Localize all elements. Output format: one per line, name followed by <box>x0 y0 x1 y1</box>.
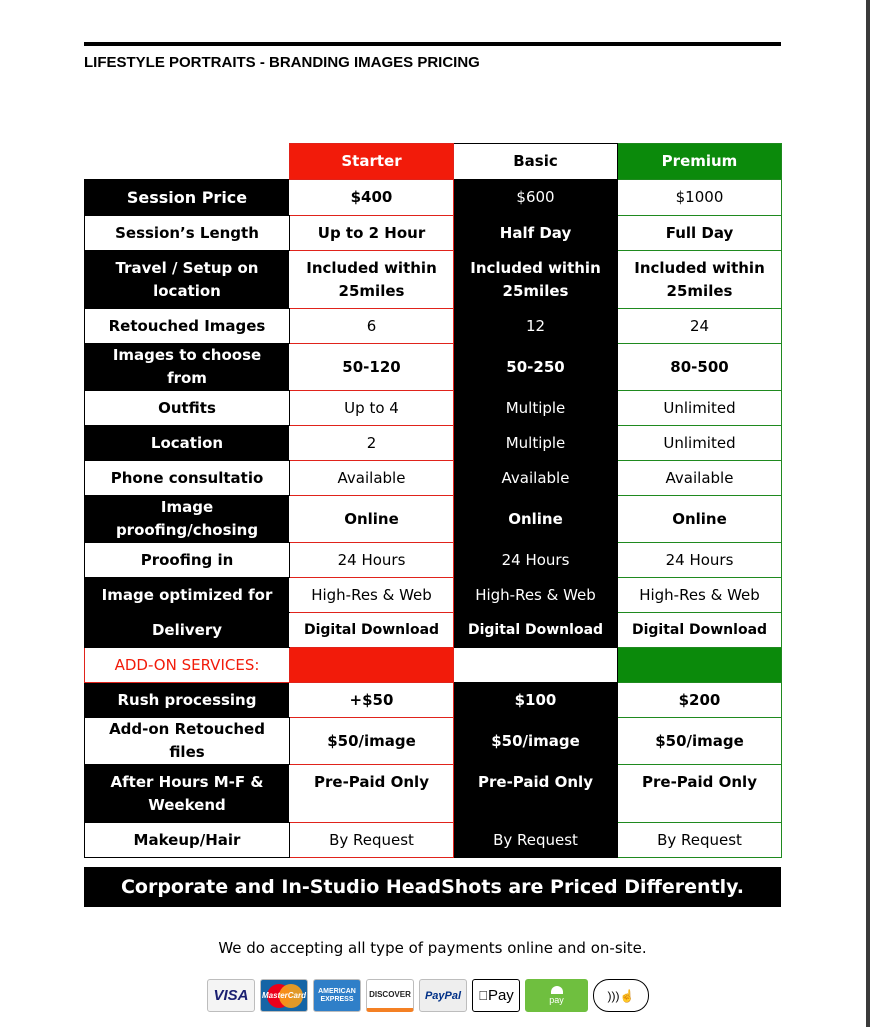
premium-value: $200 <box>618 683 782 718</box>
payments-note: We do accepting all type of payments online and on-site. <box>218 939 647 957</box>
row-image-optimized <box>85 578 782 613</box>
basic-value: $100 <box>454 683 618 718</box>
premium-value: Included within 25miles <box>618 251 782 309</box>
starter-value: Up to 2 Hour <box>290 216 454 251</box>
basic-value: Included within 25miles <box>454 251 618 309</box>
starter-value: 6 <box>290 309 454 344</box>
premium-value: Online <box>618 496 782 543</box>
basic-value: $600 <box>454 180 618 216</box>
premium-value: 24 <box>618 309 782 344</box>
premium-value: Unlimited <box>618 391 782 426</box>
visa-icon: VISA <box>207 979 255 1012</box>
row-label: Travel / Setup on location <box>85 251 290 309</box>
starter-color-band <box>290 648 454 683</box>
addon-heading: ADD-ON SERVICES: <box>85 648 290 683</box>
row-label: Makeup/Hair <box>85 823 290 858</box>
basic-value: High-Res & Web <box>454 578 618 613</box>
basic-value: Online <box>454 496 618 543</box>
premium-value: Available <box>618 461 782 496</box>
pricing-table <box>84 143 782 858</box>
row-label: Session’s Length <box>85 216 290 251</box>
starter-value: 50-120 <box>290 344 454 391</box>
row-label: Rush processing <box>85 683 290 718</box>
starter-value: Digital Download <box>290 613 454 648</box>
premium-value: 24 Hours <box>618 543 782 578</box>
row-label: After Hours M-F & Weekend <box>85 765 290 823</box>
row-session-price <box>85 180 782 216</box>
apple-pay-label: Pay <box>483 987 509 1004</box>
tier-basic: Basic <box>454 144 618 180</box>
contactless-icon: )))☝ <box>593 979 649 1012</box>
mastercard-icon <box>260 979 308 1012</box>
starter-value: Online <box>290 496 454 543</box>
basic-value: 24 Hours <box>454 543 618 578</box>
payment-methods <box>207 979 649 1012</box>
row-label: Location <box>85 426 290 461</box>
starter-value: Included within 25miles <box>290 251 454 309</box>
row-rush-processing <box>85 683 782 718</box>
row-label: Retouched Images <box>85 309 290 344</box>
basic-value: By Request <box>454 823 618 858</box>
premium-value: By Request <box>618 823 782 858</box>
starter-value: $50/image <box>290 718 454 765</box>
starter-value: By Request <box>290 823 454 858</box>
premium-value: Unlimited <box>618 426 782 461</box>
basic-value: Available <box>454 461 618 496</box>
starter-value: $400 <box>290 180 454 216</box>
row-proofing-in <box>85 543 782 578</box>
starter-value: High-Res & Web <box>290 578 454 613</box>
row-addon-retouched <box>85 718 782 765</box>
row-label: Proofing in <box>85 543 290 578</box>
basic-value: Digital Download <box>454 613 618 648</box>
basic-color-band <box>454 648 618 683</box>
discover-icon: DISCOVER <box>366 979 414 1012</box>
row-label: Add-on Retouched files <box>85 718 290 765</box>
row-delivery <box>85 613 782 648</box>
basic-value: 12 <box>454 309 618 344</box>
row-retouched-images <box>85 309 782 344</box>
row-label: Delivery <box>85 613 290 648</box>
row-label: Session Price <box>85 180 290 216</box>
row-outfits <box>85 391 782 426</box>
row-label: Image proofing/chosing <box>85 496 290 543</box>
starter-value: Pre-Paid Only <box>290 765 454 823</box>
basic-value: Multiple <box>454 426 618 461</box>
row-label: Image optimized for <box>85 578 290 613</box>
addon-heading-row <box>85 648 782 683</box>
starter-value: 2 <box>290 426 454 461</box>
basic-value: 50-250 <box>454 344 618 391</box>
row-travel-setup <box>85 251 782 309</box>
row-after-hours <box>85 765 782 823</box>
row-image-proofing <box>85 496 782 543</box>
basic-value: $50/image <box>454 718 618 765</box>
row-location <box>85 426 782 461</box>
header-corner <box>85 144 290 180</box>
premium-value: $50/image <box>618 718 782 765</box>
premium-value: Pre-Paid Only <box>618 765 782 823</box>
premium-value: Digital Download <box>618 613 782 648</box>
premium-value: High-Res & Web <box>618 578 782 613</box>
row-label: Images to choose from <box>85 344 290 391</box>
premium-value: Full Day <box>618 216 782 251</box>
starter-value: +$50 <box>290 683 454 718</box>
premium-value: 80-500 <box>618 344 782 391</box>
basic-value: Multiple <box>454 391 618 426</box>
page-title: LIFESTYLE PORTRAITS - BRANDING IMAGES PRICING <box>84 54 480 71</box>
paypal-icon: PayPal <box>419 979 467 1012</box>
row-images-to-choose <box>85 344 782 391</box>
basic-value: Half Day <box>454 216 618 251</box>
tier-header-row <box>85 144 782 180</box>
top-divider <box>84 42 781 46</box>
right-edge-bar <box>866 0 870 1027</box>
row-phone-consultation <box>85 461 782 496</box>
american-express-icon: AMERICAN EXPRESS <box>313 979 361 1012</box>
row-label: Phone consultatio <box>85 461 290 496</box>
apple-pay-icon <box>472 979 520 1012</box>
premium-color-band <box>618 648 782 683</box>
row-label: Outfits <box>85 391 290 426</box>
row-session-length <box>85 216 782 251</box>
starter-value: Up to 4 <box>290 391 454 426</box>
starter-value: Available <box>290 461 454 496</box>
android-pay-icon <box>525 979 588 1012</box>
row-makeup-hair <box>85 823 782 858</box>
tier-premium: Premium <box>618 144 782 180</box>
android-pay-label: pay <box>549 995 564 1005</box>
basic-value: Pre-Paid Only <box>454 765 618 823</box>
premium-value: $1000 <box>618 180 782 216</box>
pricing-notice-banner: Corporate and In-Studio HeadShots are Priced Differently. <box>84 867 781 907</box>
starter-value: 24 Hours <box>290 543 454 578</box>
mastercard-label: MasterCard <box>261 991 306 1000</box>
tier-starter: Starter <box>290 144 454 180</box>
